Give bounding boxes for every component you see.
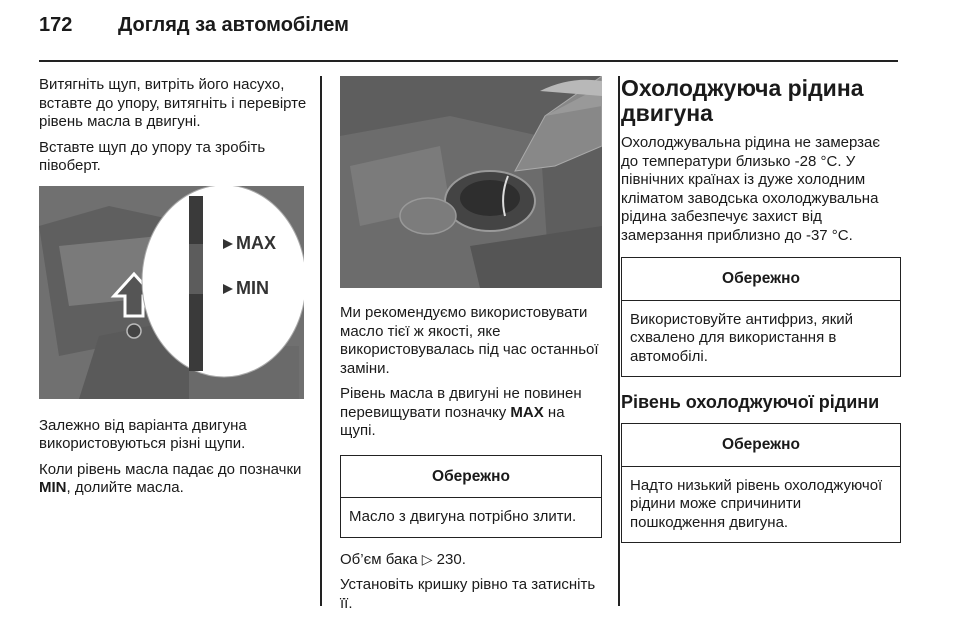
page-reference: 230 (436, 550, 462, 568)
caution-text: Використовуйте антифриз, який схвалено для використання в автомобілі. (630, 310, 854, 365)
column-1 (39, 76, 307, 505)
page-number: 172 (39, 14, 73, 36)
caution-box (621, 257, 901, 377)
paragraph: Об’єм бака ▷ 230. (340, 550, 466, 568)
paragraph: Охолоджувальна рідина не замерзає до температури близько -28 °C. У північних країнах із дуже холодним кліматом заводська охолоджувальна рідина забезпечує захист від замерзання приблизно до -37 °C. (621, 134, 881, 244)
max-mark-label: MAX (236, 232, 276, 253)
paragraph: Вставте щуп до упору та зробіть півоберт. (39, 138, 266, 174)
paragraph: Витягніть щуп, витріть його насухо, вставте до упору, витягніть і перевірте рівень масла в двигуні. (39, 76, 307, 130)
paragraph: Рівень масла в двигуні не повинен перевищувати позначку MAX на щупі. (340, 385, 582, 439)
caution-text: Надто низький рівень охолоджуючої рідини може спричинити пошкодження двигуна. (630, 476, 883, 531)
caution-title: Обережно (622, 258, 900, 301)
caution-box (621, 423, 901, 543)
subsection-heading: Рівень охолоджуючої рідини (621, 392, 880, 412)
header-rule (39, 60, 898, 62)
dipstick-figure (39, 186, 304, 399)
oil-filling-figure (340, 76, 602, 288)
paragraph: Коли рівень масла падає до позначки MIN, долийте масла. (39, 460, 302, 496)
min-mark-label: MIN (236, 277, 269, 298)
caution-box (340, 455, 602, 538)
caution-title: Обережно (341, 456, 601, 499)
column-3 (621, 76, 901, 553)
column-divider (618, 76, 620, 606)
paragraph: Установіть кришку рівно та затисніть її. (340, 576, 596, 612)
section-heading: Охолоджуюча рідина двигуна (621, 75, 864, 126)
paragraph: Залежно від варіанта двигуна використовуються різні щупи. (39, 416, 247, 452)
caution-title: Обережно (622, 424, 900, 467)
page-header (39, 14, 349, 37)
paragraph: Ми рекомендуємо використовувати масло тієї ж якості, яке використовувалась під час останньої заміни. (340, 304, 599, 377)
column-2 (340, 76, 602, 620)
reference-arrow-icon: ▷ (421, 550, 433, 567)
min-mark-text: MIN (39, 479, 67, 496)
max-mark-text: MAX (510, 403, 544, 421)
chapter-title: Догляд за автомобілем (118, 14, 349, 36)
caution-text: Масло з двигуна потрібно злити. (349, 508, 577, 525)
oil-filling-illustration (340, 76, 602, 288)
column-divider (320, 76, 322, 606)
